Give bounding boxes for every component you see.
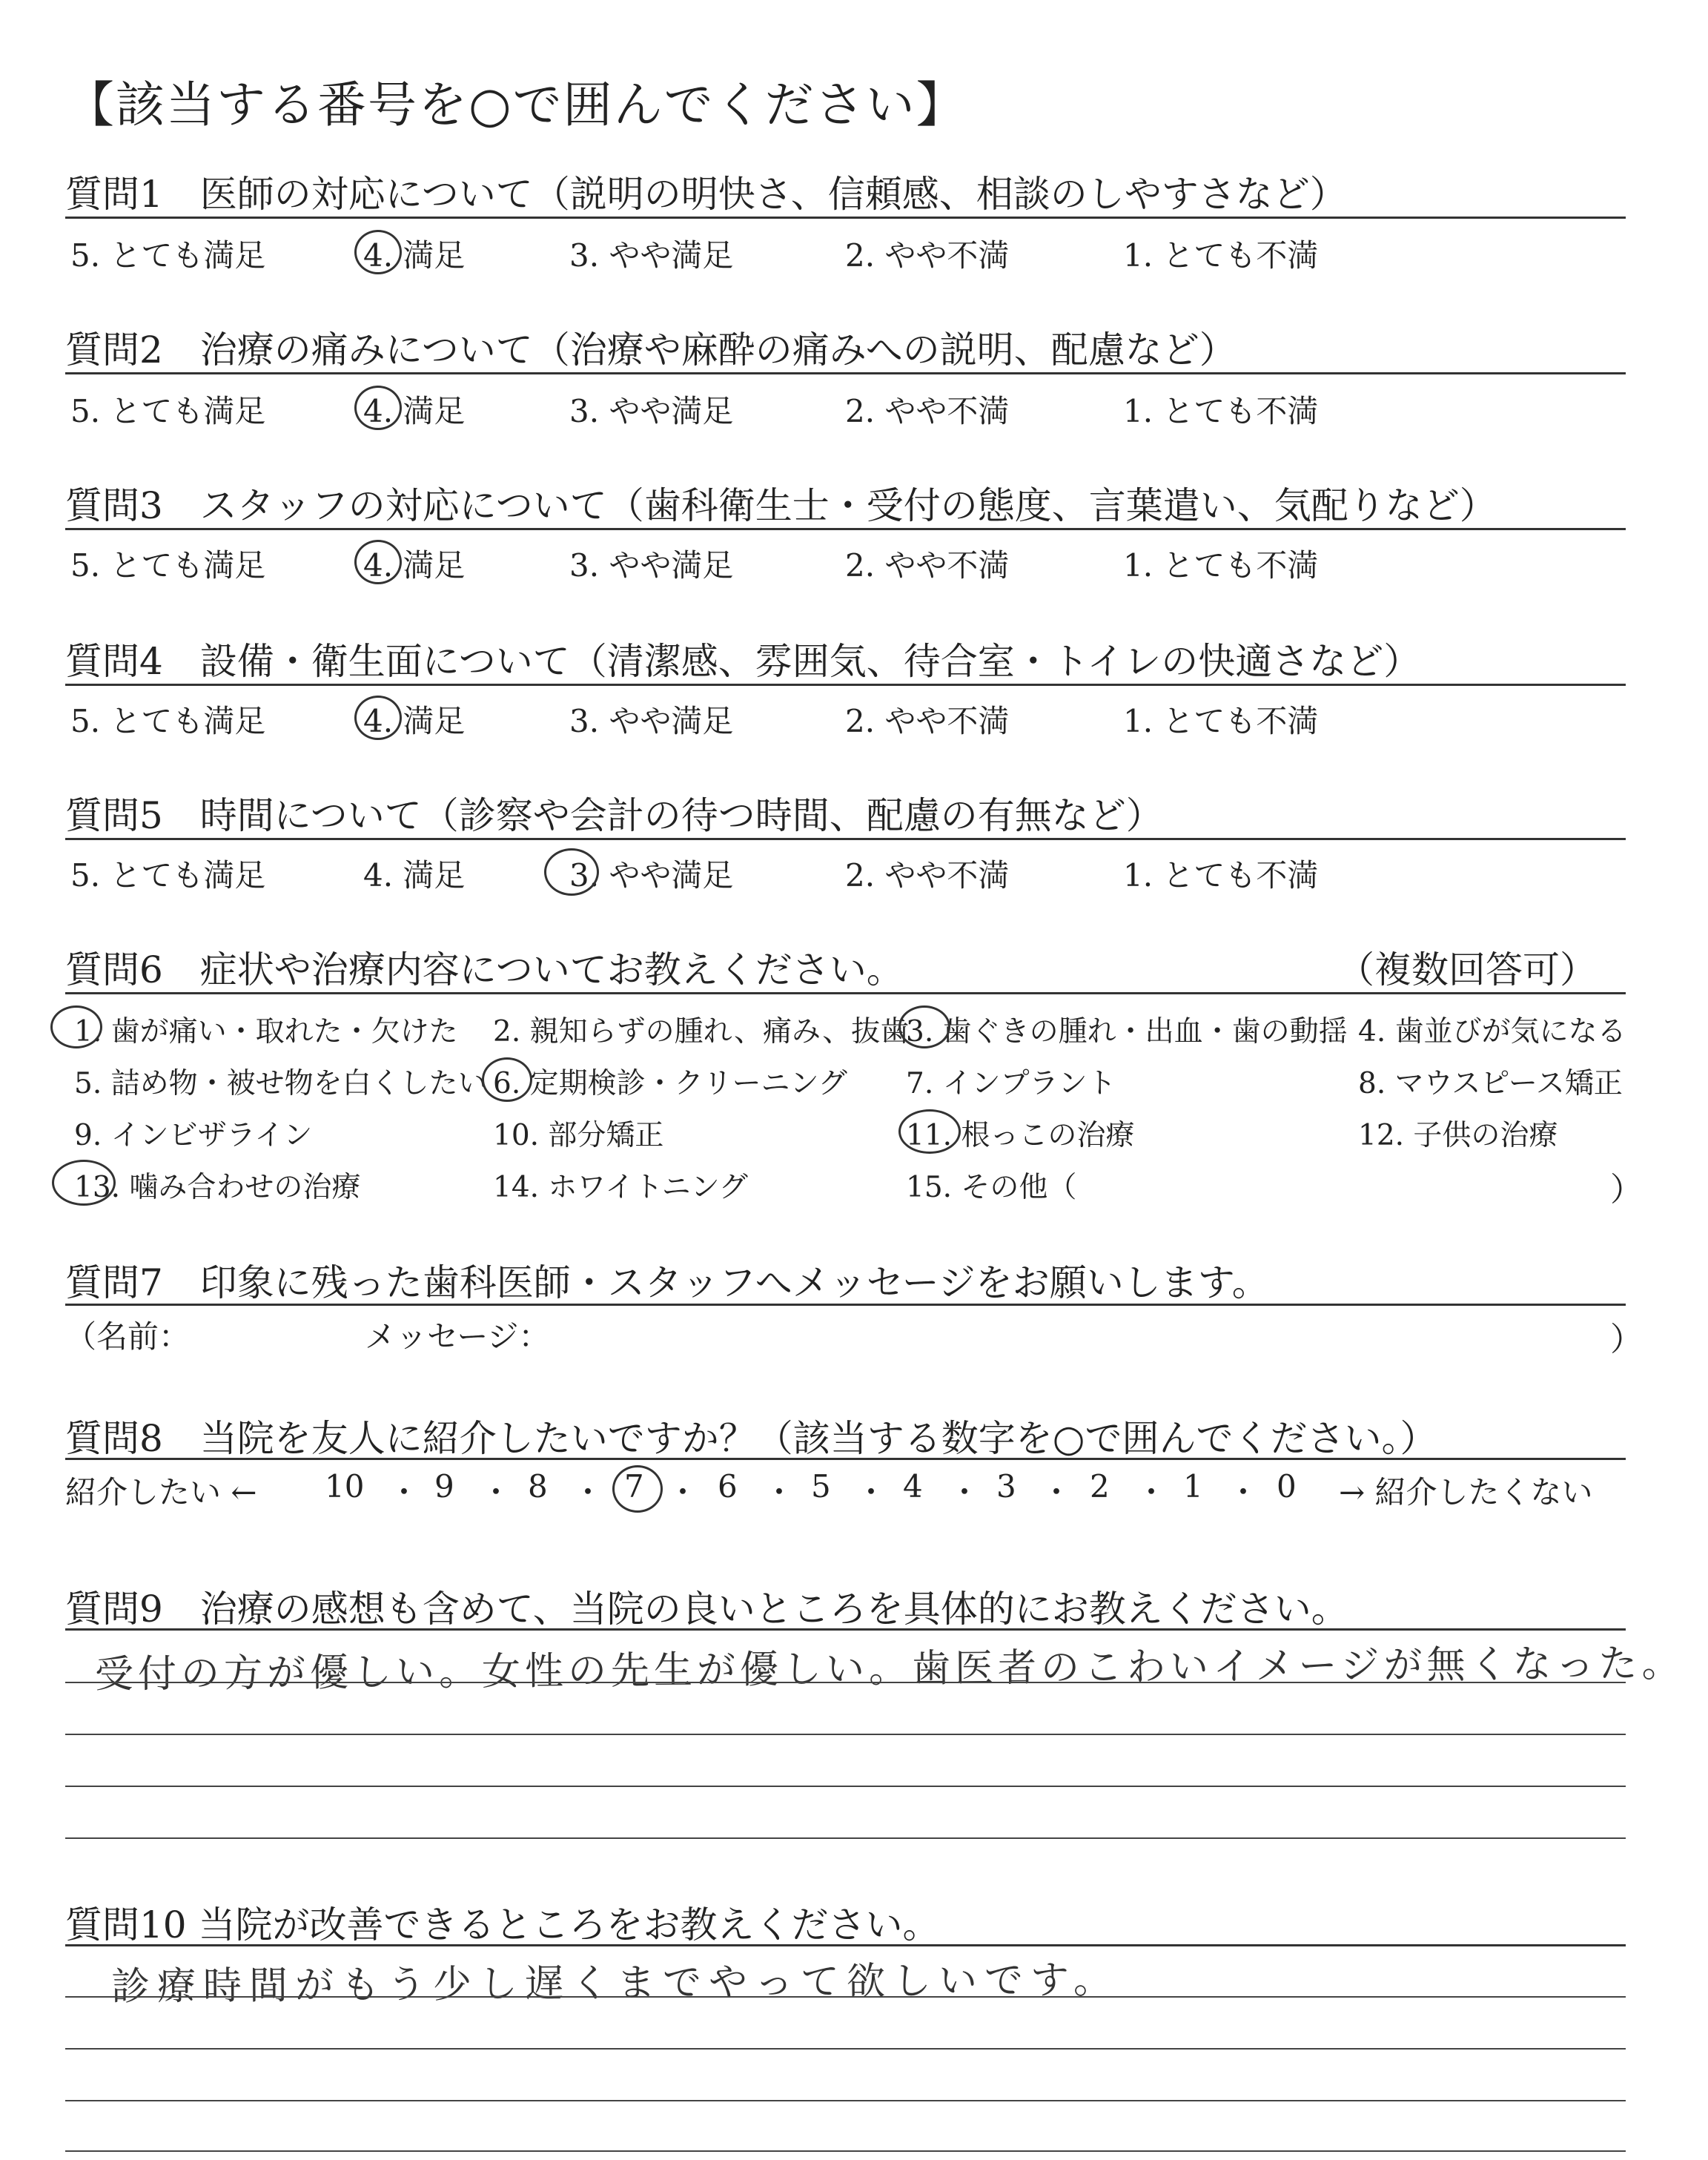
q3-option-4[interactable]: 4. 満足 (363, 547, 466, 584)
question-7-title: 質問7 印象に残った歯科医師・スタッフへメッセージをお願いします。 (65, 1261, 1269, 1304)
divider (65, 372, 1626, 374)
q6-item-1[interactable]: 1. 歯が痛い・取れた・欠けた (74, 1015, 458, 1048)
q4-option-1[interactable]: 1. とても不満 (1123, 703, 1319, 739)
q6-item-8[interactable]: 8. マウスピース矯正 (1358, 1067, 1623, 1100)
q6-item-10[interactable]: 10. 部分矯正 (493, 1119, 664, 1152)
q6-item-2[interactable]: 2. 親知らずの腫れ、痛み、抜歯 (493, 1015, 910, 1048)
q4-option-4[interactable]: 4. 満足 (363, 703, 466, 739)
question-9-title: 質問9 治療の感想も含めて、当院の良いところを具体的にお教えください。 (65, 1588, 1348, 1631)
q3-option-3[interactable]: 3. やや満足 (569, 547, 734, 584)
q5-option-4[interactable]: 4. 満足 (363, 857, 466, 894)
q6-item-6[interactable]: 6. 定期検診・クリーニング (493, 1067, 847, 1100)
answer-line (65, 1996, 1626, 1998)
q3-selection-circle (354, 540, 402, 584)
q6-item-14[interactable]: 14. ホワイトニング (493, 1171, 748, 1204)
q8-score-10[interactable]: 10 (325, 1468, 365, 1505)
q4-selection-circle (354, 696, 402, 740)
q10-handwritten-answer: 診療時間がもう少し遅くまでやって欲しいです。 (110, 1958, 1120, 2009)
q8-score-8[interactable]: 8 (528, 1468, 548, 1505)
q8-separator: ・ (949, 1474, 981, 1510)
question-2-title: 質問2 治療の痛みについて（治療や麻酔の痛みへの説明、配慮など） (65, 328, 1237, 371)
q6-item-12[interactable]: 12. 子供の治療 (1358, 1119, 1558, 1152)
q2-option-3[interactable]: 3. やや満足 (569, 393, 734, 429)
question-10-title: 質問10 当院が改善できるところをお教えください。 (65, 1903, 940, 1946)
question-5-title: 質問5 時間について（診察や会計の待つ時間、配慮の有無など） (65, 794, 1163, 837)
q1-option-2[interactable]: 2. やや不満 (845, 237, 1010, 274)
q6-selection-circle-11 (898, 1109, 961, 1154)
answer-line (65, 1837, 1626, 1839)
q4-option-5[interactable]: 5. とても満足 (70, 703, 266, 739)
divider (65, 992, 1626, 994)
question-1-title: 質問1 医師の対応について（説明の明快さ、信頼感、相談のしやすさなど） (65, 173, 1347, 216)
q8-score-6[interactable]: 6 (718, 1468, 738, 1505)
q6-item-9[interactable]: 9. インビザライン (74, 1119, 313, 1152)
q6-item-5[interactable]: 5. 詰め物・被せ物を白くしたい (74, 1067, 487, 1100)
q6-item-15[interactable]: 15. その他（ (906, 1171, 1077, 1204)
answer-line (65, 1734, 1626, 1735)
q1-option-5[interactable]: 5. とても満足 (70, 237, 266, 274)
q3-option-5[interactable]: 5. とても満足 (70, 547, 266, 584)
divider (65, 217, 1626, 219)
q8-score-2[interactable]: 2 (1090, 1468, 1110, 1505)
q8-separator: ・ (572, 1474, 604, 1510)
divider (65, 1944, 1626, 1946)
question-6-title: 質問6 症状や治療内容についてお教えください。 (65, 948, 904, 991)
q8-score-5[interactable]: 5 (811, 1468, 831, 1505)
q3-option-1[interactable]: 1. とても不満 (1123, 547, 1319, 584)
q3-option-2[interactable]: 2. やや不満 (845, 547, 1010, 584)
q6-selection-circle-3 (898, 1005, 950, 1048)
q6-item-11[interactable]: 11. 根っこの治療 (906, 1119, 1135, 1152)
q2-option-4[interactable]: 4. 満足 (363, 393, 466, 429)
divider (65, 1458, 1626, 1460)
q8-score-9[interactable]: 9 (434, 1468, 454, 1505)
q7-close-paren: ） (1610, 1321, 1643, 1358)
q6-item-7[interactable]: 7. インプラント (906, 1067, 1116, 1100)
q8-separator: ・ (1136, 1474, 1168, 1510)
q6-item-4[interactable]: 4. 歯並びが気になる (1358, 1015, 1626, 1048)
divider (65, 1304, 1626, 1306)
q8-separator: ・ (855, 1474, 887, 1510)
q5-option-2[interactable]: 2. やや不満 (845, 857, 1010, 894)
q7-message-label: メッセージ： (365, 1318, 550, 1355)
q8-separator: ・ (667, 1474, 699, 1510)
divider (65, 684, 1626, 686)
q4-option-3[interactable]: 3. やや満足 (569, 703, 734, 739)
answer-line (65, 2048, 1626, 2050)
q2-option-5[interactable]: 5. とても満足 (70, 393, 266, 429)
q8-score-4[interactable]: 4 (903, 1468, 923, 1505)
answer-line (65, 2150, 1626, 2152)
q8-separator: ・ (388, 1474, 420, 1510)
q9-handwritten-answer: 受付の方が優しい。女性の先生が優しい。歯医者のこわいイメージが無くなった。 (94, 1641, 1685, 1697)
q8-separator: ・ (1041, 1474, 1073, 1510)
q5-option-3[interactable]: 3. やや満足 (569, 857, 734, 894)
q6-selection-circle-6 (482, 1057, 532, 1102)
q8-score-3[interactable]: 3 (996, 1468, 1016, 1505)
q8-right-label: → 紹介したくない (1339, 1474, 1593, 1510)
q4-option-2[interactable]: 2. やや不満 (845, 703, 1010, 739)
divider (65, 528, 1626, 530)
q1-option-4[interactable]: 4. 満足 (363, 237, 466, 274)
q8-separator: ・ (1228, 1474, 1260, 1510)
q8-left-label: 紹介したい ← (65, 1474, 257, 1510)
q8-separator: ・ (480, 1474, 512, 1510)
q2-option-2[interactable]: 2. やや不満 (845, 393, 1010, 429)
q7-name-label: （名前： (65, 1318, 191, 1355)
divider (65, 1628, 1626, 1631)
q5-option-5[interactable]: 5. とても満足 (70, 857, 266, 894)
q8-selection-circle (612, 1465, 663, 1513)
q8-separator: ・ (764, 1474, 795, 1510)
q1-option-3[interactable]: 3. やや満足 (569, 237, 734, 274)
answer-line (65, 1786, 1626, 1787)
q8-score-1[interactable]: 1 (1183, 1468, 1203, 1505)
question-4-title: 質問4 設備・衛生面について（清潔感、雰囲気、待合室・トイレの快適さなど） (65, 640, 1421, 683)
q2-option-1[interactable]: 1. とても不満 (1123, 393, 1319, 429)
q1-option-1[interactable]: 1. とても不満 (1123, 237, 1319, 274)
answer-line (65, 1682, 1626, 1683)
multiple-answer-note: （複数回答可） (1337, 948, 1597, 991)
question-3-title: 質問3 スタッフの対応について（歯科衛生士・受付の態度、言葉遣い、気配りなど） (65, 484, 1497, 527)
q2-selection-circle (354, 386, 402, 430)
q5-selection-circle (544, 848, 599, 896)
question-8-title: 質問8 当院を友人に紹介したいですか？（該当する数字を○で囲んでください。） (65, 1417, 1437, 1460)
form-title: 【該当する番号を○で囲んでください】 (65, 76, 967, 133)
q8-score-7[interactable]: 7 (624, 1468, 644, 1505)
answer-line (65, 2100, 1626, 2101)
q6-item-13[interactable]: 13. 噛み合わせの治療 (74, 1171, 361, 1204)
q6-selection-circle-1 (50, 1005, 102, 1048)
q6-item-3[interactable]: 3. 歯ぐきの腫れ・出血・歯の動揺 (906, 1015, 1348, 1048)
q6-other-close-paren: ） (1610, 1171, 1643, 1209)
q1-selection-circle (354, 230, 402, 274)
divider (65, 838, 1626, 840)
q6-selection-circle-13 (52, 1160, 116, 1206)
q8-score-0[interactable]: 0 (1277, 1468, 1297, 1505)
q5-option-1[interactable]: 1. とても不満 (1123, 857, 1319, 894)
